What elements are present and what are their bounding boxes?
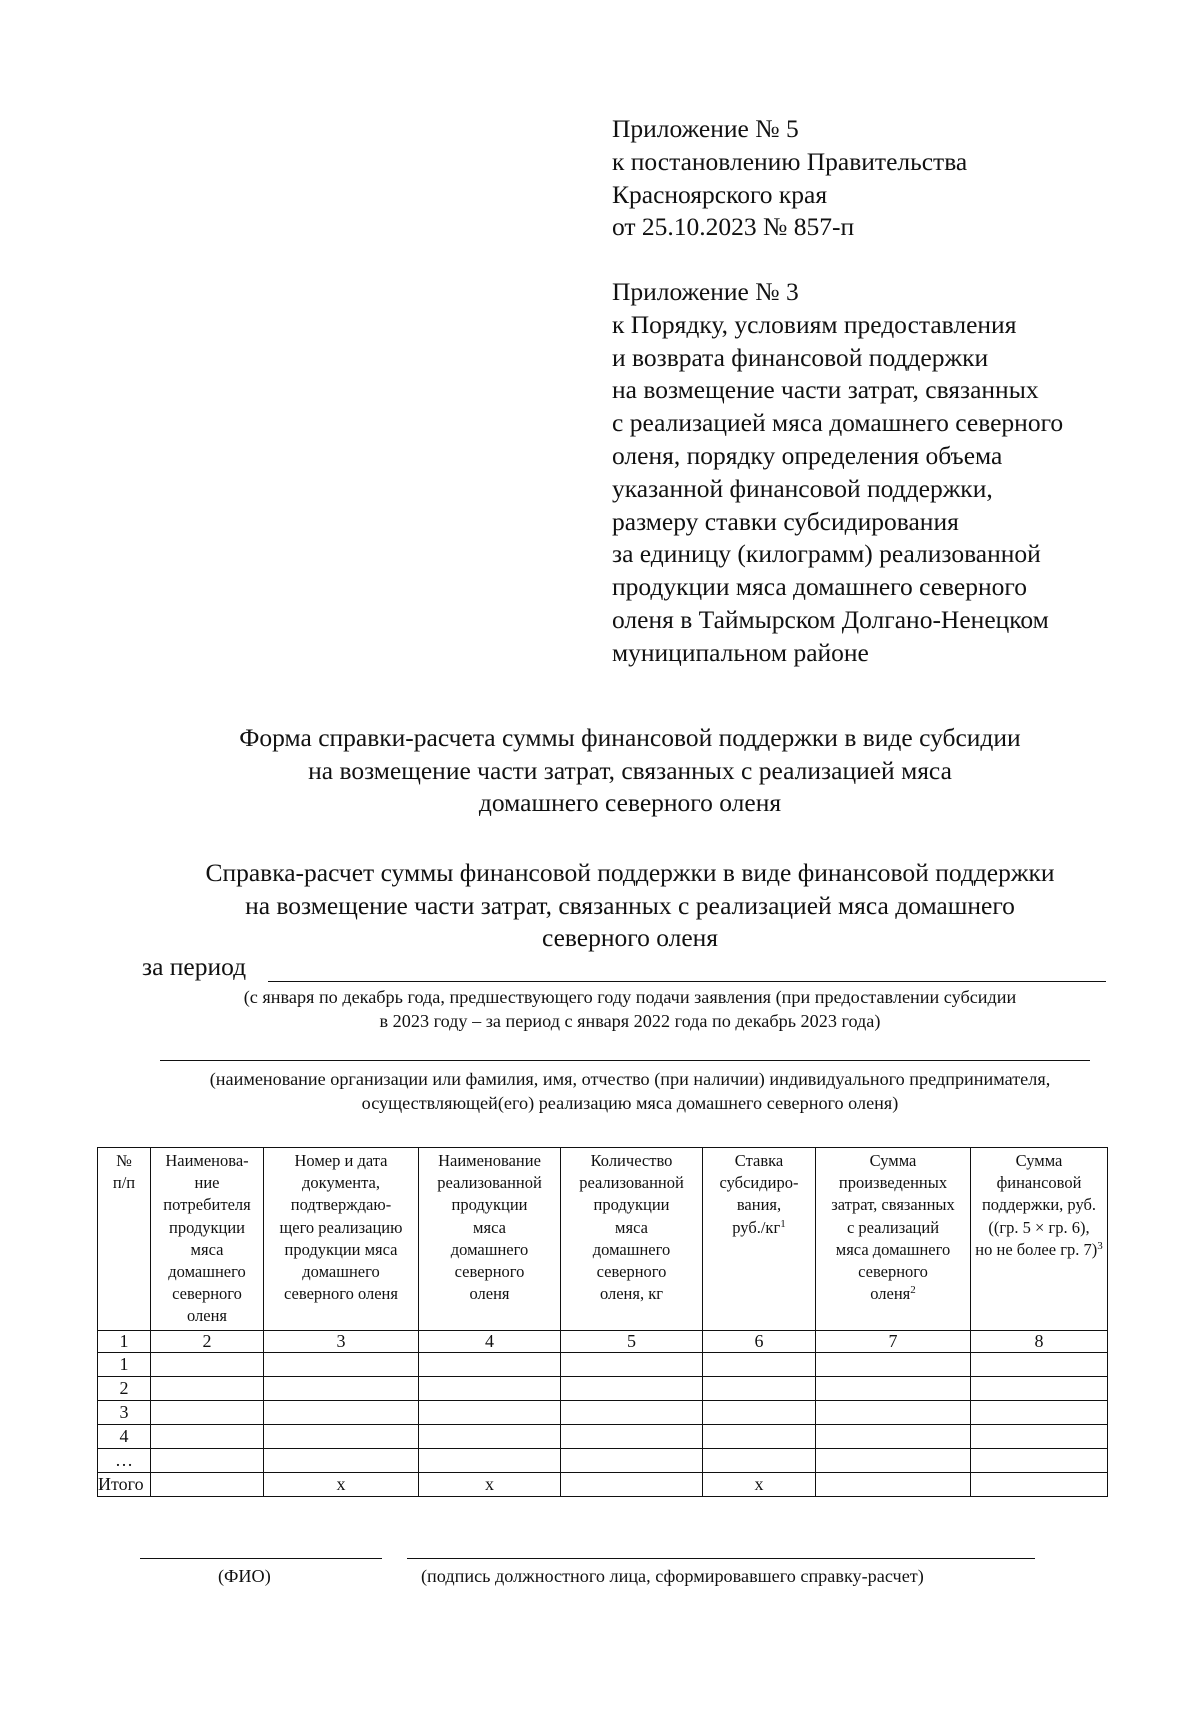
header-line [563, 1194, 700, 1216]
footnote-mark: 3 [1097, 1239, 1103, 1252]
header-line [705, 1217, 813, 1239]
table-cell[interactable] [971, 1424, 1108, 1448]
period-note-line: в 2023 году – за период с января 2022 года по декабрь 2023 года) [379, 1011, 881, 1031]
table-cell[interactable] [816, 1352, 971, 1376]
header-line [705, 1194, 813, 1216]
table-cell[interactable] [703, 1448, 816, 1472]
official-signature-line [407, 1558, 1035, 1559]
table-cell[interactable] [561, 1400, 703, 1424]
header-line [818, 1283, 968, 1305]
header-line [818, 1172, 968, 1194]
table-cell[interactable] [151, 1352, 264, 1376]
table-cell[interactable] [971, 1448, 1108, 1472]
table-cell[interactable] [703, 1424, 816, 1448]
table-cell[interactable] [971, 1400, 1108, 1424]
header-text: реализованной [579, 1173, 684, 1193]
header-text: п/п [112, 1173, 136, 1193]
header-line [153, 1150, 261, 1172]
header-line [153, 1261, 261, 1283]
period-note [80, 985, 1180, 1033]
column-numbers-row [98, 1330, 1108, 1352]
header-text: продукции мяса [284, 1239, 398, 1259]
header-text: домашнего [592, 1239, 671, 1259]
total-cell [971, 1472, 1108, 1496]
table-cell[interactable] [816, 1400, 971, 1424]
header-text: вания, [736, 1195, 782, 1215]
header-text: домашнего [302, 1262, 380, 1282]
column-header-4 [419, 1148, 561, 1331]
header-line [153, 1194, 261, 1216]
header-text: реализованной [437, 1173, 542, 1193]
header-text: подтверждаю- [290, 1195, 392, 1215]
header-text: продукции [593, 1195, 670, 1215]
header-text: оленя, кг [599, 1284, 664, 1304]
document-title-line: северного оленя [541, 923, 719, 952]
header-line [563, 1239, 700, 1261]
row-number-cell: 2 [98, 1376, 151, 1400]
table-cell[interactable] [703, 1352, 816, 1376]
table-cell[interactable] [419, 1376, 561, 1400]
table-cell[interactable] [419, 1352, 561, 1376]
header-text: оленя [469, 1284, 510, 1304]
appendix-3-block [612, 276, 1063, 670]
header-line [421, 1283, 558, 1305]
column-header-2 [151, 1148, 264, 1331]
organization-note [80, 1067, 1180, 1115]
signature-caption: (подпись должностного лица, сформировавшего справку-расчет) [421, 1566, 924, 1586]
header-line [266, 1217, 416, 1239]
header-text: субсидиро- [719, 1173, 799, 1193]
total-label: Итого [98, 1472, 151, 1496]
appendix-3-line: муниципальном районе [612, 637, 869, 667]
header-line [818, 1261, 968, 1283]
header-line [266, 1239, 416, 1261]
header-line [818, 1150, 968, 1172]
header-line [100, 1172, 148, 1194]
header-line [153, 1283, 261, 1305]
total-cell: х [264, 1472, 419, 1496]
header-line [153, 1239, 261, 1261]
header-line [973, 1239, 1105, 1261]
header-text: северного [596, 1262, 667, 1282]
total-cell [151, 1472, 264, 1496]
header-line [266, 1194, 416, 1216]
appendix-3-line: на возмещение части затрат, связанных [612, 375, 1039, 405]
table-cell[interactable] [264, 1352, 419, 1376]
table-cell[interactable] [971, 1352, 1108, 1376]
total-cell: х [703, 1472, 816, 1496]
appendix-3-line: оленя, порядку определения объема [612, 440, 1003, 470]
appendix-3-line: оленя в Таймырском Долгано-Ненецком [612, 604, 1049, 634]
header-line [973, 1194, 1105, 1216]
header-line [973, 1217, 1105, 1239]
header-text: мяса [615, 1217, 648, 1237]
period-input-line [268, 981, 1106, 982]
organization-note-line: осуществляющей(его) реализацию мяса домашнего северного оленя) [361, 1093, 899, 1113]
column-header-8 [971, 1148, 1108, 1331]
header-text: щего реализацию [279, 1217, 403, 1237]
table-cell[interactable] [151, 1400, 264, 1424]
header-text: оленя [870, 1284, 911, 1304]
header-line [818, 1194, 968, 1216]
header-line [421, 1150, 558, 1172]
table-row [98, 1448, 1108, 1472]
header-text: домашнего [168, 1262, 246, 1282]
column-number-cell: 4 [419, 1330, 561, 1352]
header-line [973, 1172, 1105, 1194]
footnote-mark: 1 [780, 1217, 786, 1230]
total-row [98, 1472, 1108, 1496]
header-line [421, 1217, 558, 1239]
header-line [153, 1217, 261, 1239]
table-cell[interactable] [561, 1352, 703, 1376]
row-number-cell: … [98, 1448, 151, 1472]
header-text: поддержки, руб. [981, 1195, 1097, 1215]
column-header-3 [264, 1148, 419, 1331]
header-text: северного оленя [284, 1284, 398, 1304]
header-text: но не более гр. 7) [975, 1239, 1098, 1259]
organization-input-line [160, 1060, 1090, 1061]
total-cell [561, 1472, 703, 1496]
header-text: Количество [590, 1151, 673, 1170]
header-text: продукции [168, 1217, 245, 1237]
document-title-line: Справка-расчет суммы финансовой поддержки в виде финансовой поддержки [205, 858, 1055, 887]
header-line [421, 1194, 558, 1216]
table-cell[interactable] [816, 1376, 971, 1400]
header-line [973, 1150, 1105, 1172]
table-cell[interactable] [561, 1376, 703, 1400]
header-text: потребителя [163, 1195, 251, 1215]
table-cell[interactable] [816, 1448, 971, 1472]
column-number-cell: 3 [264, 1330, 419, 1352]
table-cell[interactable] [561, 1448, 703, 1472]
total-cell [816, 1472, 971, 1496]
header-text: Сумма [869, 1151, 917, 1170]
header-text: документа, [302, 1173, 380, 1193]
period-note-line: (с января по декабрь года, предшествующего году подачи заявления (при предоставлении субсидии [243, 987, 1017, 1007]
table-row [98, 1424, 1108, 1448]
table-cell[interactable] [264, 1376, 419, 1400]
column-header-1 [98, 1148, 151, 1331]
header-line [563, 1261, 700, 1283]
column-header-7 [816, 1148, 971, 1331]
header-text: Наименование [438, 1151, 541, 1170]
row-number-cell: 1 [98, 1352, 151, 1376]
table-cell[interactable] [264, 1424, 419, 1448]
header-text: Ставка [734, 1151, 784, 1170]
table-cell[interactable] [419, 1448, 561, 1472]
header-line [818, 1239, 968, 1261]
header-text: произведенных [838, 1173, 948, 1193]
table-cell[interactable] [703, 1376, 816, 1400]
appendix-3-line: указанной финансовой поддержки, [612, 473, 993, 503]
table-cell[interactable] [971, 1376, 1108, 1400]
header-line [266, 1261, 416, 1283]
column-number-cell: 5 [561, 1330, 703, 1352]
column-number-cell: 1 [98, 1330, 151, 1352]
header-text: Номер и дата [294, 1151, 388, 1170]
header-text: мяса [190, 1239, 224, 1259]
column-header-6 [703, 1148, 816, 1331]
header-line [421, 1172, 558, 1194]
document-title [80, 857, 1180, 955]
column-header-5 [561, 1148, 703, 1331]
header-line [563, 1217, 700, 1239]
header-line [705, 1150, 813, 1172]
document-title-line: на возмещение части затрат, связанных с реализацией мяса домашнего [245, 890, 1015, 920]
column-number-cell: 2 [151, 1330, 264, 1352]
total-cell: х [419, 1472, 561, 1496]
organization-note-line: (наименование организации или фамилия, имя, отчество (при наличии) индивидуального предпринимателя, [209, 1069, 1051, 1089]
header-text: Наименова- [165, 1151, 249, 1170]
table-cell[interactable] [419, 1424, 561, 1448]
appendix-5-line: Красноярского края [612, 179, 828, 209]
table-cell[interactable] [703, 1400, 816, 1424]
header-line [153, 1305, 261, 1327]
header-text: продукции [451, 1195, 528, 1215]
appendix-3-line: за единицу (килограмм) реализованной [612, 539, 1041, 569]
header-text: северного [858, 1262, 928, 1282]
table-row [98, 1352, 1108, 1376]
header-text: северного [172, 1284, 242, 1304]
row-number-cell: 4 [98, 1424, 151, 1448]
appendix-3-line: размеру ставки субсидирования [612, 506, 959, 536]
header-text: ((гр. 5 × гр. 6), [988, 1217, 1090, 1237]
table-cell[interactable] [561, 1424, 703, 1448]
appendix-5-line: к постановлению Правительства [612, 146, 968, 176]
header-line [563, 1172, 700, 1194]
table-header-row [98, 1148, 1108, 1331]
column-number-cell: 6 [703, 1330, 816, 1352]
header-text: ние [194, 1173, 220, 1193]
header-line [563, 1283, 700, 1305]
appendix-5-line: Приложение № 5 [612, 114, 799, 143]
appendix-5-line: от 25.10.2023 № 857-п [612, 212, 855, 242]
header-line [266, 1172, 416, 1194]
table-row [98, 1376, 1108, 1400]
form-title-line: на возмещение части затрат, связанных с реализацией мяса [308, 755, 952, 785]
header-text: № [116, 1151, 132, 1170]
header-line [266, 1150, 416, 1172]
form-title-line: домашнего северного оленя [478, 788, 782, 817]
header-text: мяса домашнего [835, 1239, 951, 1259]
appendix-3-line: Приложение № 3 [612, 277, 799, 306]
table-cell[interactable] [151, 1424, 264, 1448]
table-cell[interactable] [151, 1448, 264, 1472]
header-text: финансовой [996, 1173, 1082, 1193]
table-cell[interactable] [151, 1376, 264, 1400]
appendix-3-line: к Порядку, условиям предоставления [612, 309, 1017, 339]
table-cell[interactable] [816, 1424, 971, 1448]
header-text: домашнего [450, 1239, 529, 1259]
header-text: Сумма [1015, 1151, 1063, 1170]
appendix-3-line: и возврата финансовой поддержки [612, 342, 989, 372]
appendix-5-block [612, 113, 967, 244]
appendix-3-line: с реализацией мяса домашнего северного [612, 408, 1064, 438]
header-text: затрат, связанных [831, 1195, 955, 1215]
calculation-table [97, 1147, 1108, 1497]
period-label: за период [142, 952, 247, 981]
header-line [421, 1239, 558, 1261]
table-cell[interactable] [419, 1400, 561, 1424]
header-text: руб./кг [732, 1217, 781, 1237]
header-line [100, 1150, 148, 1172]
fio-caption: (ФИО) [218, 1566, 271, 1586]
header-line [563, 1150, 700, 1172]
header-line [818, 1217, 968, 1239]
footnote-mark: 2 [910, 1284, 916, 1297]
header-line [266, 1283, 416, 1305]
header-line [153, 1172, 261, 1194]
table-row [98, 1400, 1108, 1424]
table-cell[interactable] [264, 1400, 419, 1424]
header-text: северного [454, 1262, 525, 1282]
form-title [80, 722, 1180, 820]
row-number-cell: 3 [98, 1400, 151, 1424]
header-text: с реализаций [846, 1217, 940, 1237]
form-title-line: Форма справки-расчета суммы финансовой поддержки в виде субсидии [239, 723, 1021, 752]
fio-signature-line [140, 1558, 382, 1559]
column-number-cell: 7 [816, 1330, 971, 1352]
header-text: мяса [473, 1217, 506, 1237]
header-line [705, 1172, 813, 1194]
appendix-3-line: продукции мяса домашнего северного [612, 572, 1027, 602]
column-number-cell: 8 [971, 1330, 1108, 1352]
header-line [421, 1261, 558, 1283]
header-text: оленя [186, 1306, 227, 1326]
table-cell[interactable] [264, 1448, 419, 1472]
